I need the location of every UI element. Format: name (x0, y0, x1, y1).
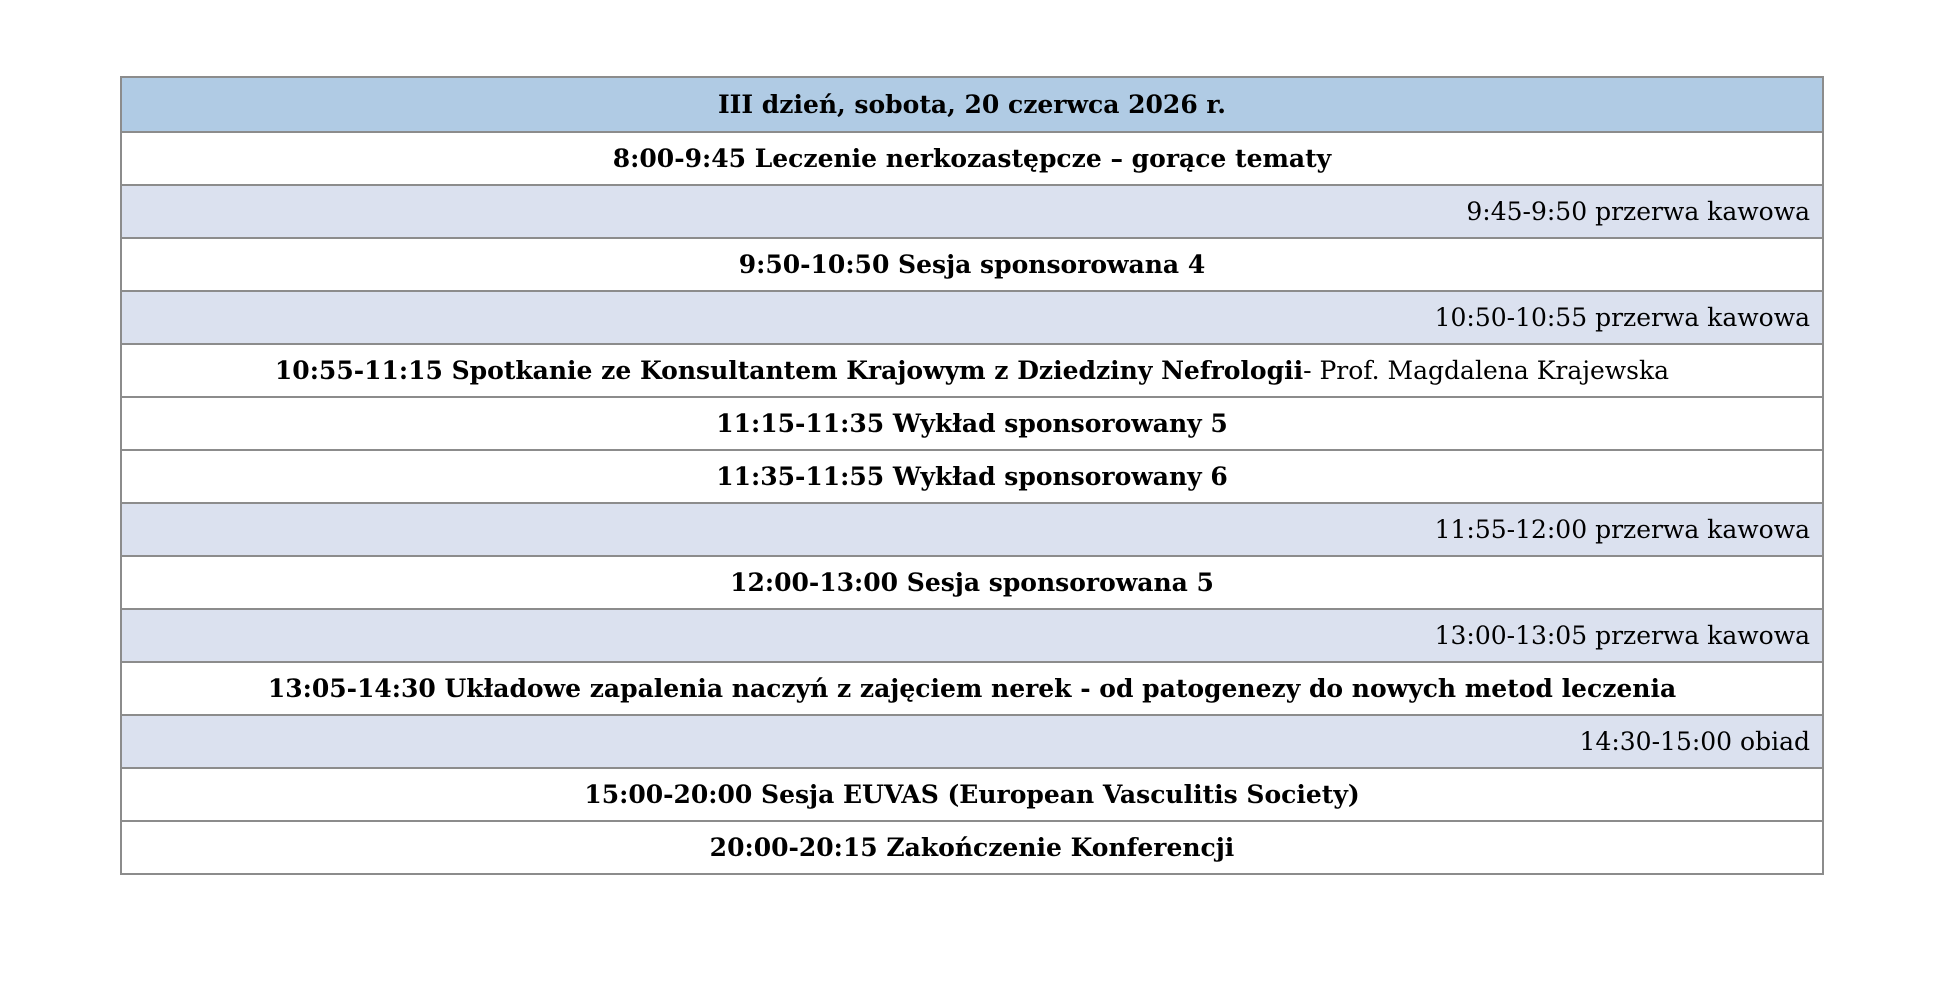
break-label: 10:50-10:55 przerwa kawowa (1434, 302, 1810, 332)
schedule-row-session (122, 131, 1822, 184)
session-title: 15:00-20:00 Sesja EUVAS (European Vasculitis Society) (584, 779, 1360, 809)
schedule-row-consultant-meeting (122, 343, 1822, 396)
schedule-row-session (122, 661, 1822, 714)
schedule-row-session (122, 396, 1822, 449)
break-label: 9:45-9:50 przerwa kawowa (1466, 196, 1810, 226)
break-label: 14:30-15:00 obiad (1579, 726, 1810, 756)
session-speaker: - Prof. Magdalena Krajewska (1303, 355, 1670, 385)
session-title: 10:55-11:15 Spotkanie ze Konsultantem Krajowym z Dziedziny Nefrologii (274, 355, 1304, 385)
session-title: 20:00-20:15 Zakończenie Konferencji (709, 832, 1235, 862)
schedule-row-coffee-break (122, 608, 1822, 661)
schedule-row-closing (122, 820, 1822, 873)
schedule-row-lunch-break (122, 714, 1822, 767)
schedule-row-session (122, 237, 1822, 290)
schedule-day-header-row (122, 78, 1822, 131)
schedule-row-session (122, 449, 1822, 502)
schedule-row-coffee-break (122, 184, 1822, 237)
break-label: 11:55-12:00 przerwa kawowa (1434, 514, 1810, 544)
session-title: 13:05-14:30 Układowe zapalenia naczyń z zajęciem nerek - od patogenezy do nowych metod leczenia (267, 673, 1677, 703)
schedule-row-coffee-break (122, 290, 1822, 343)
schedule-day-title: III dzień, sobota, 20 czerwca 2026 r. (717, 89, 1226, 119)
session-title: 12:00-13:00 Sesja sponsorowana 5 (730, 567, 1214, 597)
session-title: 11:15-11:35 Wykład sponsorowany 5 (716, 408, 1228, 438)
break-label: 13:00-13:05 przerwa kawowa (1434, 620, 1810, 650)
session-title: 11:35-11:55 Wykład sponsorowany 6 (716, 461, 1228, 491)
session-title: 9:50-10:50 Sesja sponsorowana 4 (738, 249, 1206, 279)
schedule-row-session (122, 767, 1822, 820)
session-title: 8:00-9:45 Leczenie nerkozastępcze – gorące tematy (612, 143, 1332, 173)
schedule-row-session (122, 555, 1822, 608)
schedule-row-coffee-break (122, 502, 1822, 555)
conference-schedule-table (120, 76, 1824, 875)
